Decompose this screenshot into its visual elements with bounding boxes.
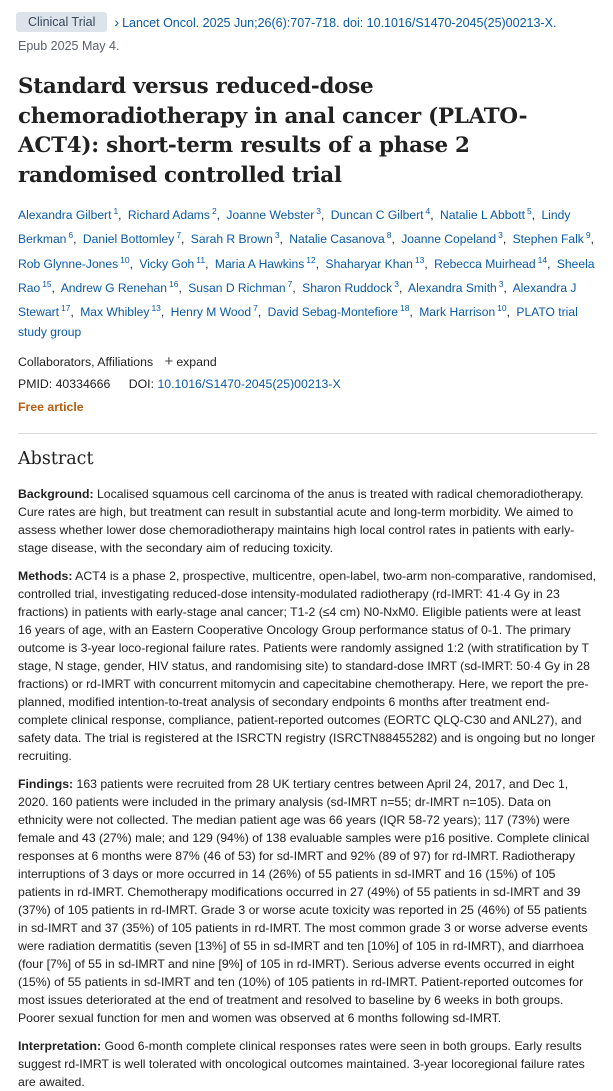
author-affiliation-number[interactable]: 15	[42, 278, 52, 289]
author-link[interactable]	[289, 232, 391, 246]
abstract-methods	[18, 567, 597, 765]
free-article-label: Free article	[18, 399, 84, 414]
author-affiliation-number[interactable]: 12	[306, 254, 316, 265]
author-link[interactable]	[330, 206, 434, 222]
author-affiliation-number[interactable]: 1	[113, 206, 119, 216]
author-affiliation-number[interactable]: 4	[425, 206, 431, 216]
background-label: Background:	[18, 486, 94, 501]
author-separator: ,	[129, 256, 134, 271]
author-name: Andrew G Renehan	[60, 280, 167, 295]
author-affiliation-number[interactable]: 8	[386, 230, 392, 241]
journal-citation-link[interactable]	[122, 16, 556, 30]
interpretation-label: Interpretation:	[18, 1038, 102, 1053]
author-separator: ,	[118, 208, 122, 222]
author-separator: ,	[292, 280, 296, 295]
author-link[interactable]	[60, 278, 182, 295]
author-separator: ,	[321, 208, 325, 222]
author-name: Natalie L Abbott	[440, 208, 525, 222]
author-link[interactable]	[434, 254, 548, 271]
section-divider	[18, 433, 597, 434]
author-affiliation-number[interactable]: 17	[61, 303, 71, 314]
author-name: Sarah R Brown	[190, 232, 273, 247]
author-affiliation-number[interactable]: 3	[498, 230, 503, 241]
identifiers-row	[18, 375, 597, 393]
author-name: Alexandra Smith	[408, 280, 497, 295]
author-name: PLATO trial study group	[18, 305, 578, 340]
author-affiliation-number[interactable]: 2	[211, 206, 217, 216]
citation-details: 2025 Jun;26(6):707-718. doi: 10.1016/S1470-2045(25)00213-X.	[199, 16, 557, 30]
pmid-value: 40334666	[55, 376, 111, 391]
chevron-right-icon: ›	[114, 14, 120, 30]
author-name: Shaharyar Khan	[325, 256, 413, 271]
abstract-body	[18, 485, 597, 1091]
author-affiliation-number[interactable]: 7	[176, 230, 182, 241]
author-separator: ,	[502, 232, 507, 247]
author-affiliation-number[interactable]: 10	[497, 303, 507, 314]
author-name: Richard Adams	[127, 208, 210, 222]
author-name: Alexandra Gilbert	[18, 208, 112, 222]
abstract-findings	[18, 775, 597, 1027]
author-name: Lindy Berkman	[18, 208, 571, 247]
author-name: Mark Harrison	[419, 305, 496, 320]
author-link[interactable]	[408, 278, 504, 295]
author-link[interactable]	[18, 208, 118, 222]
author-link[interactable]	[188, 278, 293, 295]
author-name: Henry M Wood	[170, 305, 252, 320]
author-name: Duncan C Gilbert	[330, 208, 424, 222]
author-list	[18, 201, 597, 343]
abstract-interpretation	[18, 1037, 597, 1091]
author-separator: ,	[181, 232, 185, 247]
author-separator: ,	[503, 280, 507, 295]
author-name: Joanne Copeland	[401, 232, 497, 247]
author-name: Joanne Webster	[226, 208, 315, 222]
author-link[interactable]	[440, 208, 532, 222]
author-separator: ,	[398, 280, 403, 295]
author-name: Max Whibley	[80, 305, 150, 320]
author-link[interactable]	[419, 305, 506, 319]
epub-date: Epub 2025 May 4.	[18, 39, 120, 53]
author-name: Susan D Richman	[188, 280, 286, 295]
author-affiliation-number[interactable]: 3	[316, 206, 322, 216]
author-link[interactable]	[171, 305, 258, 319]
pmid-label: PMID:	[18, 376, 53, 391]
author-separator: ,	[160, 305, 165, 320]
author-affiliation-number[interactable]: 10	[120, 254, 130, 265]
author-affiliation-number[interactable]: 11	[196, 254, 206, 265]
author-separator: ,	[279, 232, 283, 247]
citation-header	[18, 0, 597, 58]
doi-label: DOI:	[128, 376, 155, 391]
author-affiliation-number[interactable]: 13	[151, 303, 161, 314]
author-link[interactable]	[267, 303, 413, 320]
author-separator: ,	[205, 256, 209, 271]
publication-type-badge[interactable]: Clinical Trial	[16, 12, 107, 32]
author-separator: ,	[547, 256, 551, 271]
author-name: Sheela Rao	[18, 256, 595, 295]
author-separator: ,	[70, 305, 74, 320]
plus-icon: +	[164, 352, 174, 370]
collaborators-row	[18, 353, 597, 371]
author-name: Maria A Hawkins	[214, 256, 305, 271]
author-separator: ,	[391, 232, 395, 247]
author-link[interactable]	[401, 232, 503, 246]
author-separator: ,	[531, 208, 536, 222]
author-separator: ,	[315, 256, 320, 271]
collaborators-affiliations-toggle[interactable]: Collaborators, Affiliations	[18, 354, 154, 369]
author-name: David Sebag-Montefiore	[267, 305, 399, 320]
author-link[interactable]	[83, 232, 181, 246]
author-link[interactable]	[513, 232, 591, 246]
author-separator: ,	[424, 256, 428, 271]
abstract-background	[18, 485, 597, 557]
author-link[interactable]	[325, 254, 428, 271]
author-affiliation-number[interactable]: 6	[68, 230, 74, 241]
author-link[interactable]	[226, 208, 321, 222]
abstract-heading: Abstract	[18, 448, 94, 469]
author-link[interactable]	[80, 305, 161, 319]
author-name: Alexandra J Stewart	[18, 280, 577, 320]
author-name: Daniel Bottomley	[82, 232, 175, 247]
article-title: Standard versus reduced-dose chemoradiotherapy in anal cancer (PLATO-ACT4): short-term results of a phase 2 randomised controlled trial	[18, 74, 528, 188]
author-affiliation-number[interactable]: 14	[537, 254, 548, 265]
author-affiliation-number[interactable]: 9	[585, 230, 591, 241]
findings-text: 163 patients were recruited from 28 UK tertiary centres between April 24, 2017, and Dec 1, 2020. 160 patients were included in the primary analysis (sd-IMRT n=55; dr-IMRT n=105). Data on ethnicity were not collected. The median patient age was 66 years (IQR 58-72 years); 117 (73%) were female and 43 (27%) male; and 129 (94%) of 138 evaluable samples were p16 positive. Complete clinical responses at 6 months were 87% (46 of 53) for sd-IMRT and 92% (89 of 97) for rd-IMRT. Radiotherapy interruptions of 3 days or more occurred in 14 (26%) of 55 patients in sd-IMRT and 16 (15%) of 105 patients in rd-IMRT. Chemotherapy modifications occurred in 27 (49%) of 55 patients in sd-IMRT and 39 (37%) of 105 patients in rd-IMRT. Grade 3 or worse acute toxicity was reported in 25 (46%) of 55 patients in sd-IMRT and 37 (35%) of 105 patients in rd-IMRT. The most common grade 3 or worse adverse events were radiation dermatitis (seven [13%] of 55 in sd-IMRT and ten [10%] of 105 in rd-IMRT), and diarrhoea (four [7%] of 55 in sd-IMRT and nine [9%] of 105 in rd-IMRT). Serious adverse events occurred in eight (15%) of 55 patients in sd-IMRT and ten (10%) of 105 patients in rd-IMRT. Patient-reported outcomes for most issues deteriorated at the end of treatment and resolved to baseline by 6 weeks in both groups. Poorer sexual function for men and women was observed at 6 months following sd-IMRT.	[18, 776, 590, 1025]
interpretation-text: Good 6-month complete clinical responses rates were seen in both groups. Early results suggest rd-IMRT is well tolerated with oncological outcomes maintained. 3-year locoregional failure rates are awaited.	[18, 1038, 585, 1089]
author-affiliation-number[interactable]: 16	[168, 278, 179, 289]
author-affiliation-number[interactable]: 13	[414, 254, 425, 265]
findings-label: Findings:	[18, 776, 74, 791]
author-name: Stephen Falk	[512, 232, 584, 247]
methods-label: Methods:	[18, 568, 73, 583]
author-link[interactable]	[302, 278, 399, 295]
author-name: Rob Glynne-Jones	[18, 256, 119, 271]
author-link[interactable]	[139, 254, 206, 271]
author-link[interactable]	[18, 254, 130, 271]
author-name: Sharon Ruddock	[302, 280, 393, 295]
author-affiliation-number[interactable]: 18	[400, 303, 410, 314]
author-separator: ,	[506, 305, 511, 320]
background-text: Localised squamous cell carcinoma of the anus is treated with radical chemoradiotherapy. Cure rates are high, but treatment can result in substantial acute and long-term morbidity. We aimed to assess whether lower dose chemoradiotherapy maintains high local control rates in patients with early-stage disease, with the secondary aim of reducing toxicity.	[18, 486, 584, 555]
author-link[interactable]	[191, 232, 280, 246]
author-separator: ,	[430, 208, 434, 222]
expand-label: expand	[176, 354, 217, 369]
author-separator: ,	[73, 232, 77, 247]
author-affiliation-number[interactable]: 3	[498, 278, 504, 289]
author-separator: ,	[590, 232, 594, 247]
author-affiliation-number[interactable]: 7	[287, 278, 293, 289]
author-link[interactable]	[214, 254, 316, 271]
author-separator: ,	[51, 280, 56, 295]
author-affiliation-number[interactable]: 3	[274, 230, 280, 241]
methods-text: ACT4 is a phase 2, prospective, multicentre, open-label, two-arm non-comparative, randomised, controlled trial, investigating reduced-dose intensity-modulated radiotherapy (rd-IMRT: 41·4 Gy in 23 fractions) in patients with early-stage anal cancer; T1-2 (≤4 cm) N0-NxM0. Eligible patients were at least 16 years of age, with an Eastern Cooperative Oncology Group performance status of 0-1. The primary outcome is 3-year loco-regional failure rates. Patients were randomly assigned 1:2 (with stratification by T stage, N stage, gender, HIV status, and randomising site) to standard-dose IMRT (sd-IMRT: 50·4 Gy in 28 fractions) or rd-IMRT with concurrent mitomycin and capecitabine chemotherapy. Here, we report the pre-planned, modified intention-to-treat analysis of secondary endpoints 6 months after treatment end-complete clinical response, compliance, patient-reported outcomes (EORTC QLQ-C30 and ANL27), and safety data. The trial is registered at the ISRCTN registry (ISRCTN88455282) and is ongoing but no longer recruiting.	[18, 568, 597, 763]
author-affiliation-number[interactable]: 3	[394, 278, 399, 289]
author-name: Natalie Casanova	[289, 232, 385, 247]
author-separator: ,	[409, 305, 413, 320]
author-affiliation-number[interactable]: 7	[253, 303, 258, 314]
author-name: Rebecca Muirhead	[434, 256, 536, 271]
expand-button[interactable]	[164, 352, 217, 370]
author-separator: ,	[257, 305, 262, 320]
journal-name: Lancet Oncol.	[122, 16, 200, 30]
author-link[interactable]	[128, 208, 217, 222]
author-name: Vicky Goh	[139, 256, 195, 271]
author-separator: ,	[216, 208, 221, 222]
author-affiliation-number[interactable]: 5	[526, 206, 532, 216]
doi-link[interactable]: 10.1016/S1470-2045(25)00213-X	[157, 376, 341, 391]
author-separator: ,	[178, 280, 182, 295]
